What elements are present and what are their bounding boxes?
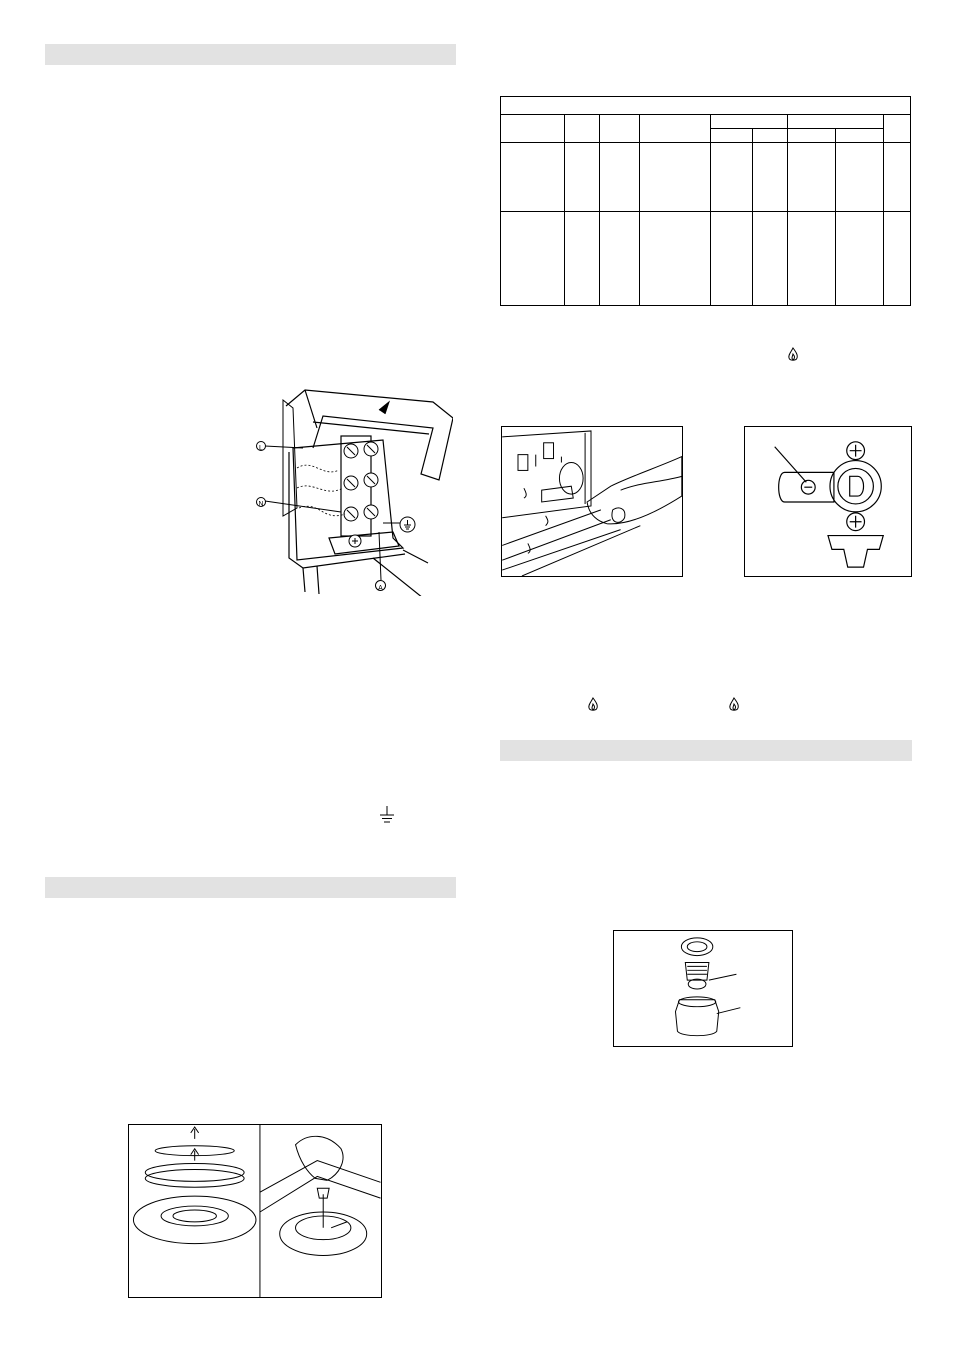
table-group-header-cell (711, 115, 788, 129)
anchor-callout (375, 580, 386, 591)
table-cell (753, 211, 788, 305)
gas-tap-figure (744, 426, 912, 577)
table-cell (711, 211, 753, 305)
table-header-cell (884, 115, 911, 143)
flame-icon (728, 697, 740, 713)
table-header-cell (501, 115, 565, 143)
table-cell (711, 143, 753, 211)
table-cell (501, 211, 565, 305)
section-bar-mid-left (45, 877, 456, 898)
table-cell (600, 211, 640, 305)
table-cell (501, 143, 565, 211)
section-bar-top-left (45, 44, 456, 65)
table-cell (788, 143, 836, 211)
line-callout-label: L (259, 445, 263, 452)
neutral-callout (256, 497, 266, 507)
table-cell (884, 143, 911, 211)
table-cell (565, 211, 600, 305)
table-header-cell (600, 115, 640, 143)
table-subheader-cell (836, 129, 884, 143)
table-group-header-cell (788, 115, 884, 129)
table-subheader-cell (788, 129, 836, 143)
oven-knob-adjust-figure (501, 426, 683, 577)
line-callout (256, 441, 266, 451)
flame-icon (587, 697, 599, 713)
flame-icon (787, 347, 799, 363)
burner-removal-figure (128, 1124, 382, 1298)
table-cell (836, 143, 884, 211)
table-cell (753, 143, 788, 211)
table-header-cell (640, 115, 711, 143)
table-cell (600, 143, 640, 211)
earth-terminal-icon (399, 516, 416, 533)
table-subheader-cell (711, 129, 753, 143)
table-cell (640, 143, 711, 211)
gas-spec-table (500, 96, 911, 306)
earth-symbol-icon (378, 805, 396, 825)
table-cell (788, 211, 836, 305)
table-cell (884, 211, 911, 305)
table-subheader-cell (753, 129, 788, 143)
table-cell (640, 211, 711, 305)
table-cell (565, 143, 600, 211)
table-header-cell (565, 115, 600, 143)
injector-figure (613, 930, 793, 1047)
table-title-cell (501, 97, 911, 115)
terminal-block-figure (253, 388, 453, 596)
table-cell (836, 211, 884, 305)
neutral-callout-label: N (258, 501, 264, 508)
anchor-callout-label: A (378, 585, 383, 592)
section-bar-right (500, 740, 912, 761)
